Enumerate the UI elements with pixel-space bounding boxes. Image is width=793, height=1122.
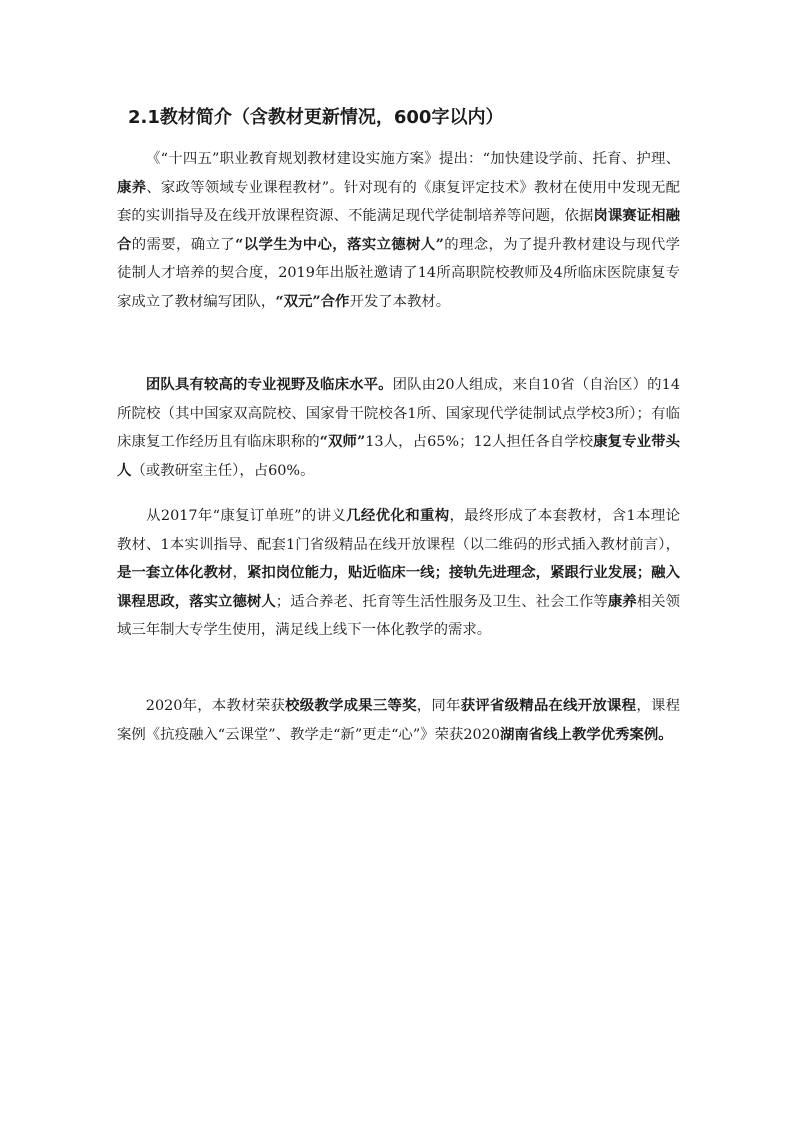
body-text-run: 的需要，确立了 xyxy=(131,236,236,253)
emphasis-text: “以学生为中心，落实立德树人” xyxy=(235,235,444,253)
body-text-run: （或教研室主任），占60%。 xyxy=(131,462,315,479)
body-text-run: 2020年，本教材荣获 xyxy=(145,698,286,714)
body-text-run: ；适合养老、托育等生活性服务及卫生、社会工作等 xyxy=(275,593,608,610)
paragraph-policy-background xyxy=(117,145,680,316)
paragraph-awards xyxy=(117,692,680,749)
emphasis-text: 康养 xyxy=(117,178,147,196)
body-text-run: 、家政等领域专业课程教材”。针对现有的《康复评定技术》教材在使用中发现无配套的实训指导及在线开放课程资源、不能满足现代学徒制培养等问题，依据 xyxy=(117,179,680,224)
body-text-run: 的理念，为了提升教材建设与现代学徒制人才培养的契合度，2019年出版社邀请了14所高职院校教师及4所临床医院康复专家成立了教材编写团队， xyxy=(117,236,680,310)
emphasis-text: 团队具有较高的专业视野及临床水平。 xyxy=(145,376,393,393)
body-text-run: ，同年 xyxy=(416,698,461,714)
emphasis-text: 校级教学成果三等奖 xyxy=(285,697,417,714)
body-text-run: ，课程案例《抗疫融入“云课堂”、教学走“新”更走“心”》荣获2020 xyxy=(117,698,680,743)
emphasis-text: 几经优化和重构 xyxy=(346,507,450,524)
emphasis-text: 湖南省线上教学优秀案例。 xyxy=(499,725,673,743)
emphasis-text: 获评省级精品在线开放课程 xyxy=(460,697,637,714)
emphasis-text: 康复专业带头人 xyxy=(117,433,680,479)
body-text-run: 从2017年“康复订单班”的讲义 xyxy=(145,508,347,524)
emphasis-text: “双师” xyxy=(319,433,366,450)
body-text-run: 《“十四五”职业教育规划教材建设实施方案》提出：“加快建设学前、托育、护理、 xyxy=(145,151,680,167)
body-text-run: 13人，占65%；12人担任各自学校 xyxy=(365,434,594,450)
body-text-run: 开发了本教材。 xyxy=(349,293,451,310)
emphasis-text: “双元”合作 xyxy=(275,292,350,310)
section-heading: 2.1教材简介（含教材更新情况，600字以内） xyxy=(128,107,504,128)
emphasis-text: 紧扣岗位能力，贴近临床一线；接轨先进理念，紧跟行业发展；融入课程思政，落实立德树人 xyxy=(117,564,680,610)
emphasis-text: 是一套立体化教材 xyxy=(117,564,233,581)
body-text-run: ， xyxy=(232,565,247,581)
emphasis-text: 岗课赛证相融合 xyxy=(117,207,680,253)
body-text-run: 相关领域三年制大专学生使用，满足线上线下一体化教学的需求。 xyxy=(117,593,680,638)
body-text-run: ，最终形成了本套教材，含1本理论教材、1本实训指导、配套1门省级精品在线开放课程（以二维码的形式插入教材前言）， xyxy=(117,508,680,553)
body-text-run: 团队由20人组成，来自10省（自治区）的14所院校（其中国家双高院校、国家骨干院校各1所、国家现代学徒制试点学校3所）；有临床康复工作经历且有临床职称的 xyxy=(117,377,680,450)
paragraph-development xyxy=(117,502,680,645)
emphasis-text: 康养 xyxy=(607,592,637,610)
paragraph-team xyxy=(117,371,680,485)
